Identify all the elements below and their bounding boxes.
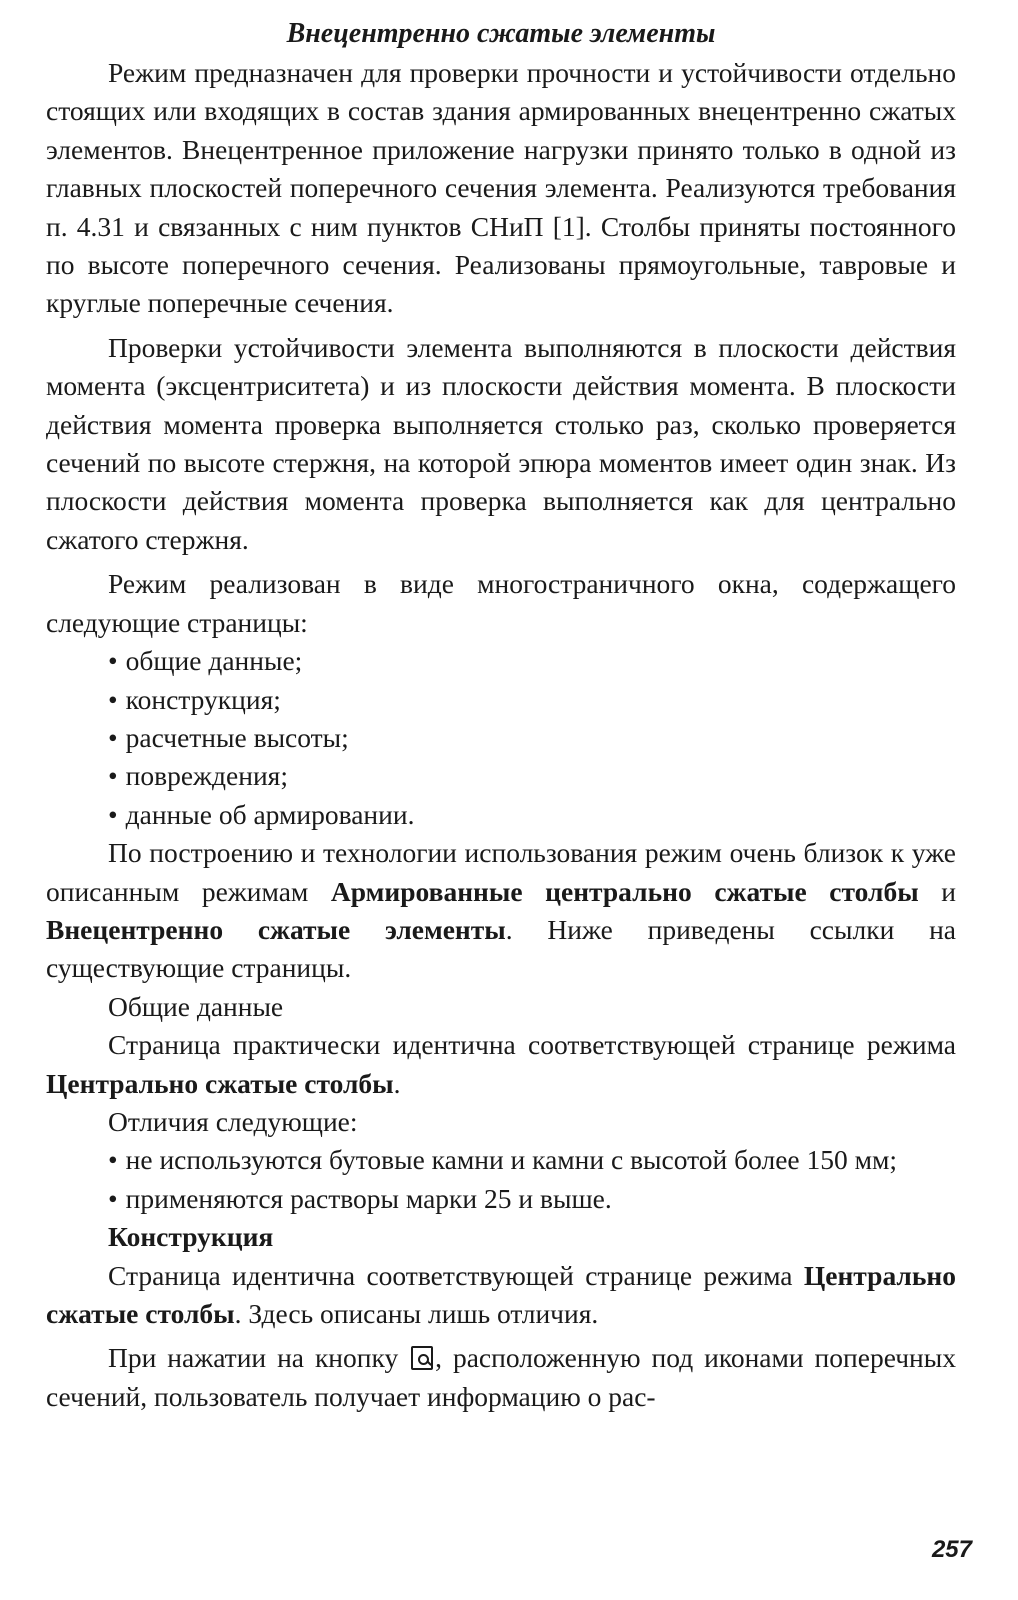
mode-name-reinforced-columns: Армированные центрально сжатые столбы (330, 875, 919, 907)
list-item-text: конструкция; (125, 683, 281, 715)
list-item (46, 1180, 956, 1218)
list-item (46, 757, 956, 795)
bullet: • (108, 798, 118, 830)
differences-label: Отличия следующие: (108, 1105, 358, 1137)
list-item-text: данные об армировании. (125, 798, 415, 830)
bullet: • (108, 645, 118, 677)
bullet: • (108, 760, 118, 792)
document-search-icon[interactable] (411, 1346, 433, 1370)
list-item-text: расчетные высоты; (125, 721, 349, 753)
pages-list (46, 642, 956, 834)
paragraph-general-data: Страница практически идентична соответствующей странице режима Центрально сжатые столбы. (46, 1029, 956, 1099)
heading-construction: Конструкция (108, 1221, 274, 1253)
section-title: Внецентренно сжатые элементы (286, 18, 716, 49)
list-item-text: общие данные; (125, 645, 303, 677)
list-item-text: повреждения; (125, 760, 288, 792)
paragraph-button-info: При нажатии на кнопку , расположенную под иконами поперечных сечений, пользователь получает информацию о рас- (46, 1342, 956, 1412)
paragraph-window-pages: Режим реализован в виде многостраничного окна, содержащего следующие страницы: (46, 568, 956, 638)
differences-list (46, 1141, 956, 1218)
bullet: • (108, 1182, 118, 1214)
list-item-text: применяются растворы марки 25 и выше. (125, 1182, 612, 1214)
mode-name-central-columns: Центрально сжатые столбы (46, 1067, 394, 1099)
bullet: • (108, 721, 118, 753)
paragraph-similar-modes: По построению и технологии использования режим очень близок к уже описанным режимам Армированные центрально сжатые столбы и Внецентренно сжатые элементы. Ниже приведены ссылки на существующие страницы. (46, 837, 956, 984)
list-item (46, 642, 956, 680)
list-item-text: не используются бутовые камни и камни с высотой более 150 мм; (125, 1144, 898, 1176)
mode-name-eccentric-elements: Внецентренно сжатые элементы (46, 913, 506, 945)
bullet: • (108, 1144, 118, 1176)
list-item (46, 719, 956, 757)
bullet: • (108, 683, 118, 715)
page-number: 257 (931, 1536, 972, 1563)
paragraph-construction: Страница идентична соответствующей странице режима Центрально сжатые столбы. Здесь описаны лишь отличия. (46, 1259, 956, 1329)
list-item (46, 796, 956, 834)
list-item (46, 1141, 956, 1179)
paragraph-purpose: Режим предназначен для проверки прочности и устойчивости отдельно стоящих или входящих в состав здания армированных внецентренно сжатых элементов. Внецентренное приложение нагрузки принято только в одной из главных плоскостей поперечного сечения элемента. Реализуются требования п. 4.31 и связанных с ним пунктов СНиП [1]. Столбы приняты постоянного по высоте поперечного сечения. Реализованы прямоугольные, тавровые и круглые поперечные сечения. (46, 57, 956, 319)
mode-name-central-columns: Центрально сжатые столбы (46, 1259, 956, 1329)
list-item (46, 681, 956, 719)
heading-general-data: Общие данные (108, 990, 284, 1022)
paragraph-stability-checks: Проверки устойчивости элемента выполняются в плоскости действия момента (эксцентриситета) и из плоскости действия момента. В плоскости действия момента проверка выполняется столько раз, сколько проверяется сечений по высоте стержня, на которой эпюра моментов имеет один знак. Из плоскости действия момента проверка выполняется как для центрально сжатого стержня. (46, 331, 956, 555)
